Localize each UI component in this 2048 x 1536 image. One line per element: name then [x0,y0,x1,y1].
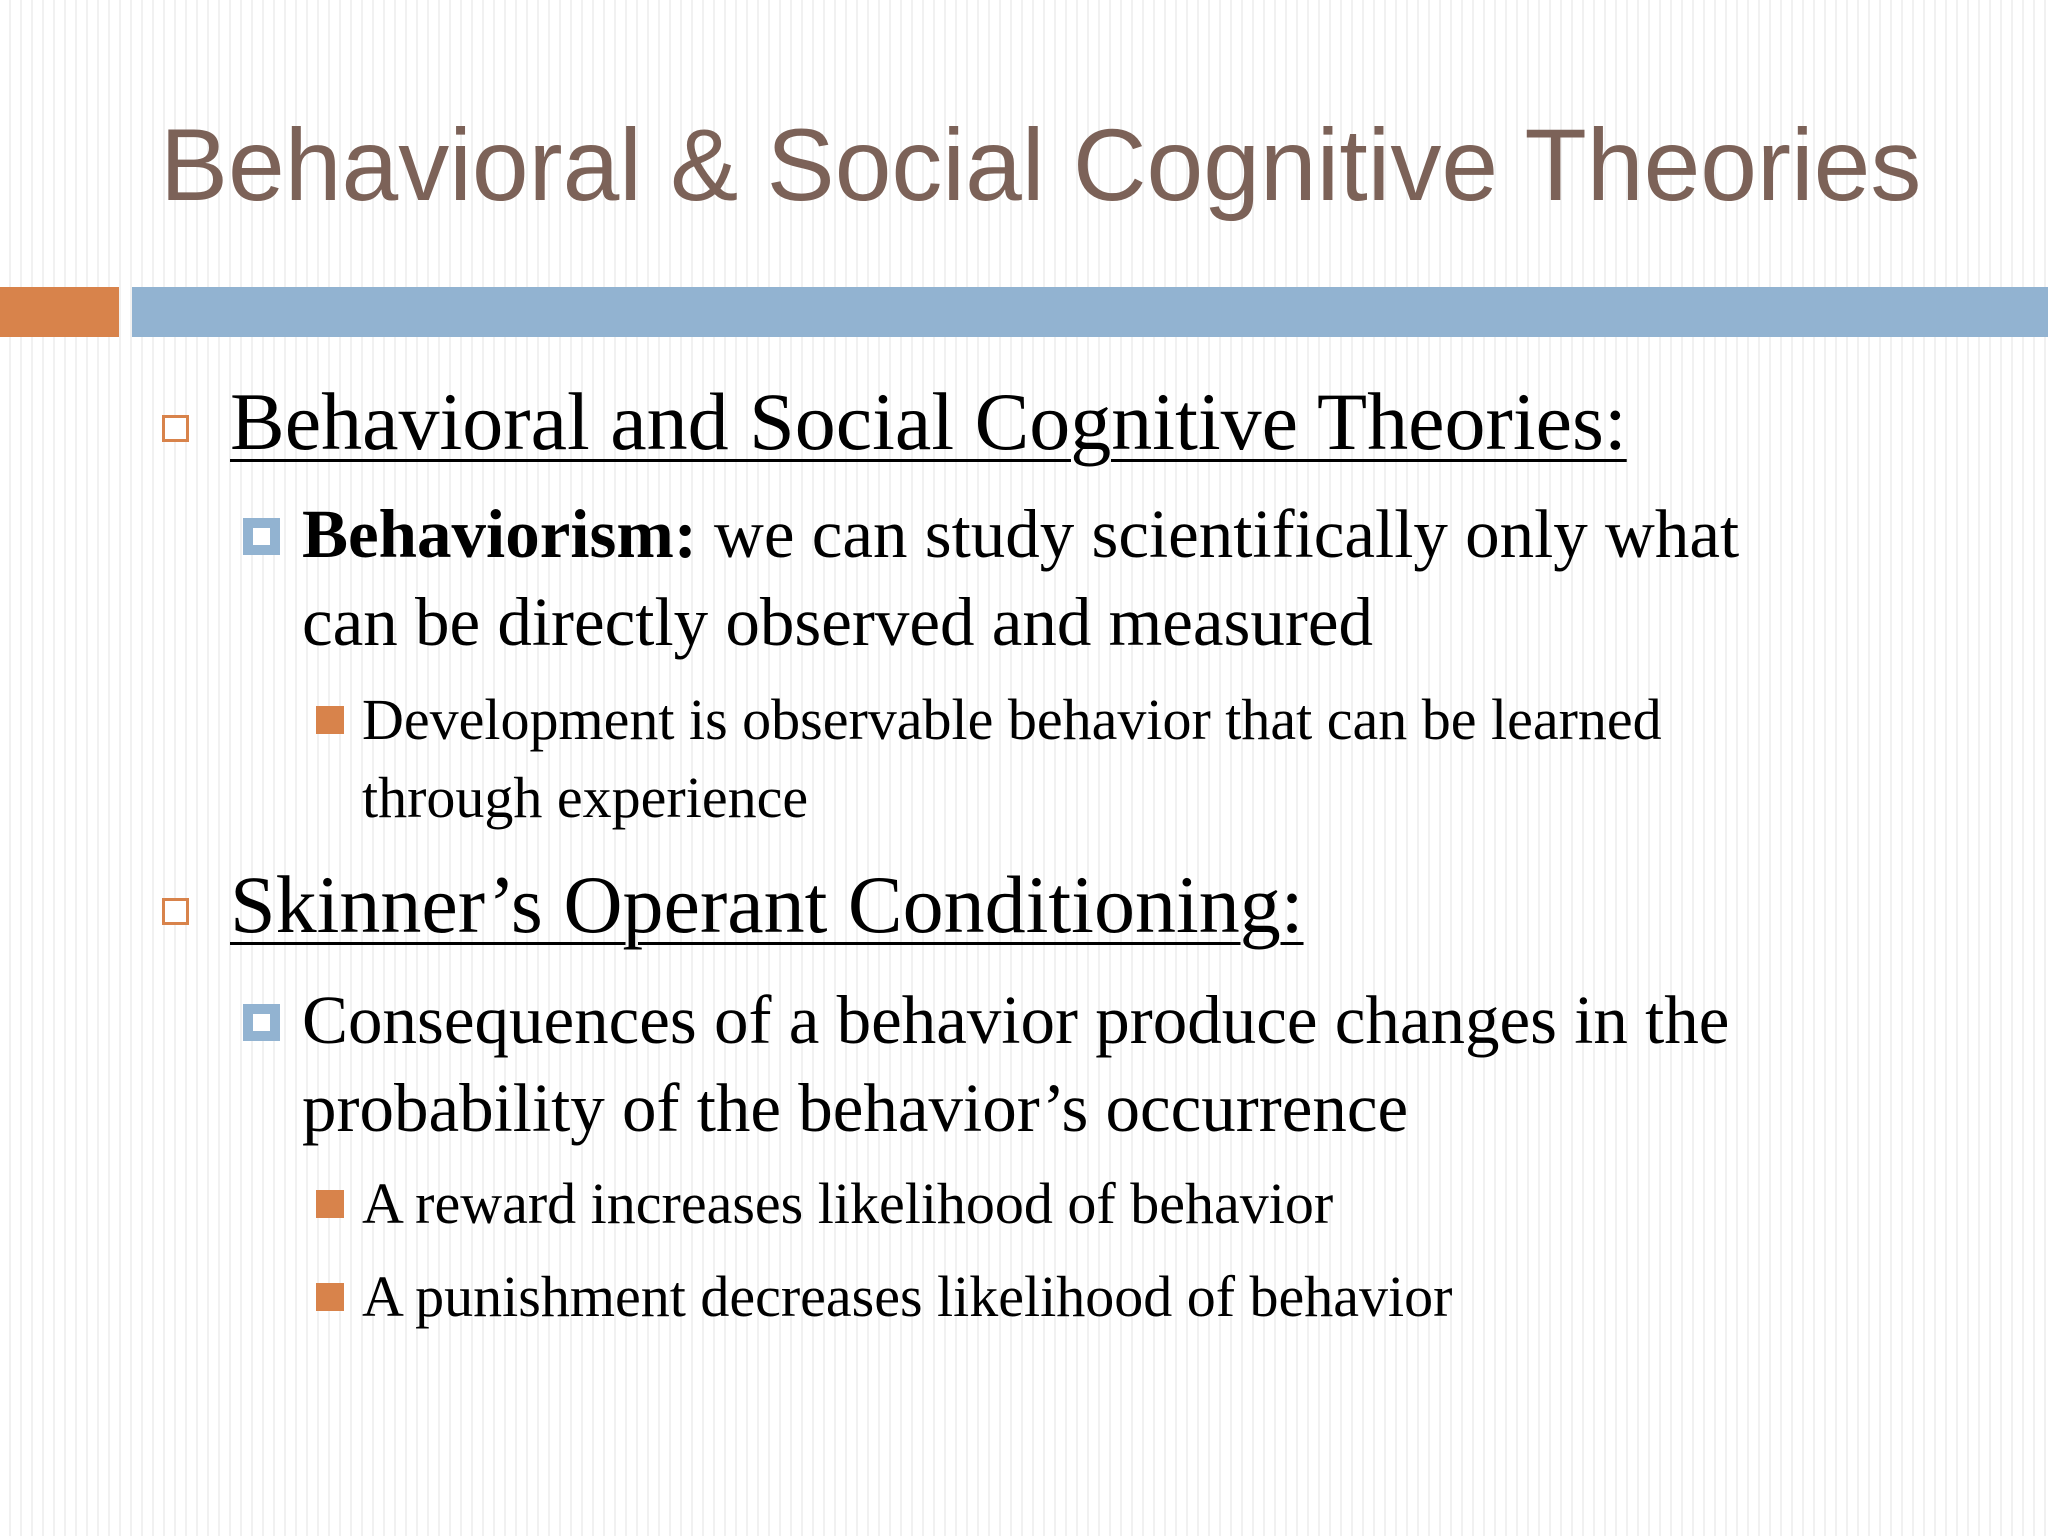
behaviorism-point-line2: can be directly observed and measured [302,584,1373,660]
section-heading-skinner: Skinner’s Operant Conditioning: [230,859,1304,950]
filled-square-bullet-icon [316,706,344,734]
behaviorism-term: Behaviorism: [302,496,697,572]
consequences-point-line1: Consequences of a behavior produce changes in the [302,982,1730,1058]
reward-subpoint: A reward increases likelihood of behavior [362,1171,1334,1236]
framed-square-bullet-icon [243,518,280,555]
slide-title: Behavioral & Social Cognitive Theories [160,108,1922,222]
punishment-subpoint: A punishment decreases likelihood of behavior [362,1264,1453,1329]
behaviorism-definition: we can study scientifically only what [696,496,1740,572]
hollow-square-bullet-icon [162,898,189,925]
hollow-square-bullet-icon [162,415,189,442]
development-subpoint-line2: through experience [362,765,809,830]
behaviorism-point-line1 [302,490,1739,578]
development-subpoint-line1: Development is observable behavior that can be learned [362,687,1662,752]
consequences-point-line2: probability of the behavior’s occurrence [302,1070,1409,1146]
filled-square-bullet-icon [316,1190,344,1218]
framed-square-bullet-icon [243,1004,280,1041]
filled-square-bullet-icon [316,1283,344,1311]
section-heading-behavioral: Behavioral and Social Cognitive Theories: [230,376,1627,467]
